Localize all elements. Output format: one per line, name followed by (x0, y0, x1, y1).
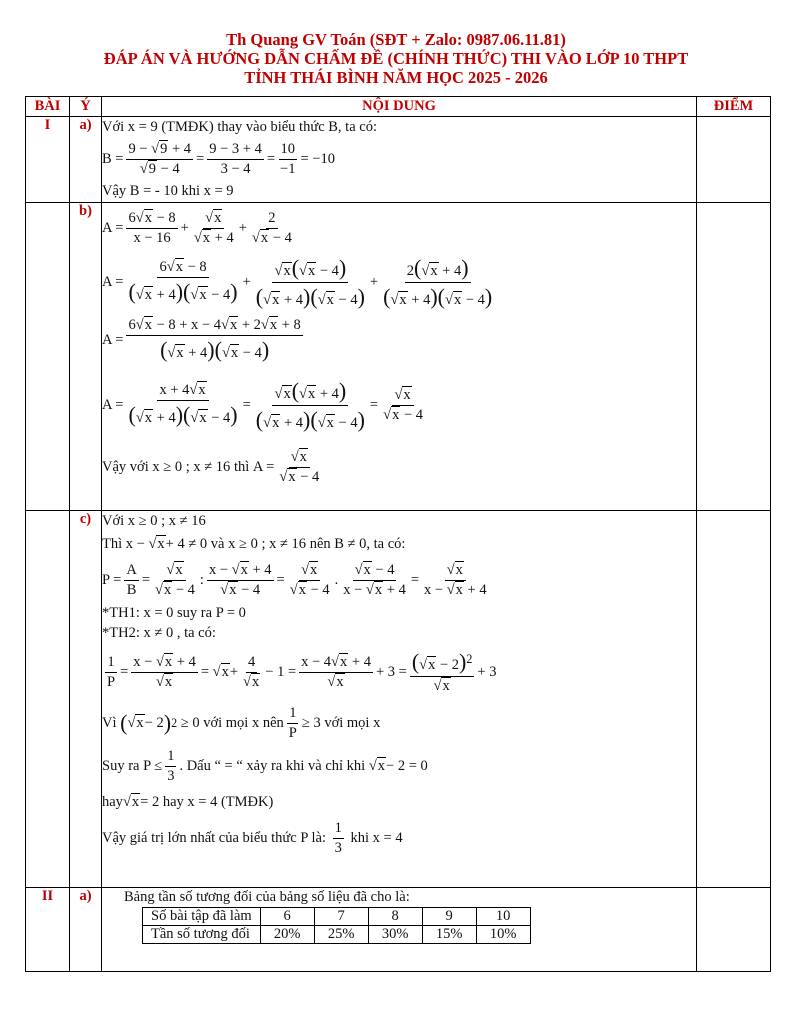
subtitle-line: TỈNH THÁI BÌNH NĂM HỌC 2025 - 2026 (244, 68, 548, 87)
freq-row-values (143, 908, 531, 926)
case-1: *TH1: x = 0 suy ra P = 0 (102, 604, 246, 621)
row-1a (26, 117, 771, 203)
formula-1a: B = 9 − √9 + 4 √9 − 4 = 9 − 3 + 4 3 − 4 = 10 −1 = −10 (102, 140, 335, 177)
y-2a-label: a) (70, 888, 102, 972)
score-2a (697, 888, 771, 972)
y-1a-label: a) (70, 117, 102, 203)
freq-relative: 15% (422, 926, 476, 944)
freq-label-relative: Tần số tương đối (143, 926, 261, 944)
table-header-row (26, 97, 771, 117)
freq-row-relative (143, 926, 531, 944)
formula-1b-3: A = 6√x − 8 + x − 4√x + 2√x + 8 (√x + 4)(√x − 4) (102, 317, 301, 362)
step-1c-or: hay √ x = 2 hay x = 4 (TMĐK) (102, 793, 274, 810)
step-1c-infer: Suy ra P ≤ 1 3 . Dấu “ = “ xảy ra khi và chỉ khi √ x − 2 = 0 (102, 747, 428, 784)
freq-value: 7 (314, 908, 368, 926)
content-1a (102, 117, 697, 203)
title-line: ĐÁP ÁN VÀ HƯỚNG DẪN CHẤM ĐỀ (CHÍNH THỨC) THI VÀO LỚP 10 THPT (103, 49, 689, 68)
conclusion-1a: Vậy B = - 10 khi x = 9 (102, 182, 234, 199)
freq-relative: 10% (476, 926, 530, 944)
freq-label-values: Số bài tập đã làm (143, 908, 261, 926)
author-line: Th Quang GV Toán (SĐT + Zalo: 0987.06.11.81) (226, 30, 566, 49)
document-header (0, 30, 792, 87)
score-1c (697, 511, 771, 888)
row-2a (26, 888, 771, 972)
answer-table (25, 96, 771, 972)
y-1c-label: c) (70, 511, 102, 888)
content-2a (102, 888, 697, 972)
freq-relative: 20% (260, 926, 314, 944)
case-2: *TH2: x ≠ 0 , ta có: (102, 624, 216, 641)
cond-1c: Với x ≥ 0 ; x ≠ 16 (102, 512, 206, 529)
content-1c (102, 511, 697, 888)
intro-2a: Bảng tần số tương đối của bảng số liệu đã cho là: (124, 888, 410, 905)
freq-relative: 30% (368, 926, 422, 944)
content-1b (102, 203, 697, 511)
score-1a (697, 117, 771, 203)
bai-2-label: II (26, 888, 70, 972)
header-bai: BÀI (26, 97, 70, 117)
formula-1b-4: A = x + 4√x (√x + 4)(√x − 4) = √x(√x + 4) (√x + 4)(√x − 4) = √x √x − 4 (102, 377, 424, 432)
bai-1-label: I (26, 117, 70, 203)
y-1b-label: b) (70, 203, 102, 511)
header-diem: ĐIỂM (697, 97, 771, 117)
frequency-table (142, 907, 531, 944)
step-1c-because: Vì ( √ x − 2 ) 2 ≥ 0 với mọi x nên 1 P ≥ 3 với mọi x (102, 704, 381, 741)
formula-1b-1: A = 6√x − 8 x − 16 + √x √x + 4 + 2 √x − 4 (102, 209, 292, 246)
freq-value: 8 (368, 908, 422, 926)
freq-relative: 25% (314, 926, 368, 944)
header-y: Ý (70, 97, 102, 117)
formula-1b-2: A = 6√x − 8 (√x + 4)(√x − 4) + √x(√x − 4) (√x + 4)(√x − 4) + 2(√x + 4) (√x + 4)(√x − 4) (102, 254, 493, 309)
header-noi-dung: NỘI DUNG (102, 97, 697, 117)
formula-1c-inv: 1 P = x − √x + 4 √x = √ x + 4 √x − 1 = x − 4√x + 4 √x + 3 = $(√x - 2)^2$ √x + 3 (107, 649, 497, 694)
score-1b (697, 203, 771, 511)
freq-value: 6 (260, 908, 314, 926)
row-1b (26, 203, 771, 511)
step-1c-then: Thì x − √ x + 4 ≠ 0 và x ≥ 0 ; x ≠ 16 nên B ≠ 0 , ta có: (102, 535, 406, 552)
freq-value: 9 (422, 908, 476, 926)
row-1c (26, 511, 771, 888)
conclusion-1c: Vậy giá trị lớn nhất của biểu thức P là: 1 3 khi x = 4 (102, 819, 403, 856)
formula-1c-p: P = A B = √x √x − 4 : x − √x + 4 √x − 4 = √x √x − 4 . √x − 4 x − √x + 4 = √x x − √x + 4 (102, 561, 487, 598)
intro-1a: Với x = 9 (TMĐK) thay vào biểu thức B, ta có: (102, 118, 377, 135)
conclusion-1b: Vậy với x ≥ 0 ; x ≠ 16 thì A = √x √x − 4 (102, 448, 320, 485)
freq-value: 10 (476, 908, 530, 926)
